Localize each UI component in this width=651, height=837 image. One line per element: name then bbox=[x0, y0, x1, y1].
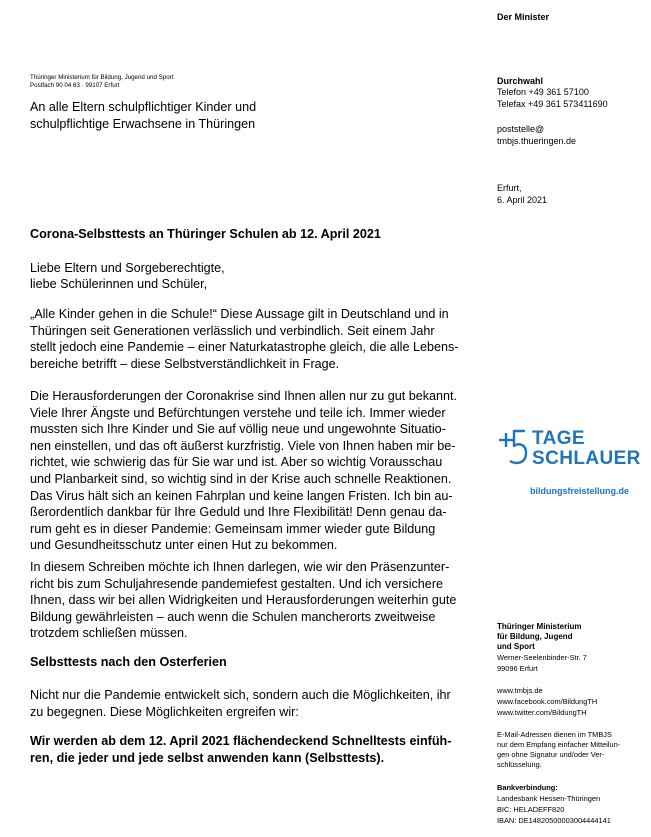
plus-five-text bbox=[497, 426, 498, 427]
facebook-link[interactable]: www.facebook.com/BildungTH bbox=[497, 697, 598, 706]
tage-schlauer-logo bbox=[497, 426, 641, 474]
section-heading: Selbsttests nach den Osterferien bbox=[30, 655, 227, 669]
ministry-zip-city: 99096 Erfurt bbox=[497, 664, 538, 673]
email-line-1: poststelle@ bbox=[497, 124, 545, 134]
ministry-name-1: Thüringer Ministerium bbox=[497, 622, 582, 631]
phone-number: Telefon +49 361 57100 bbox=[497, 87, 589, 97]
letter-date: 6. April 2021 bbox=[497, 195, 548, 205]
bank-bic: BIC: HELADEFF820 bbox=[497, 805, 565, 814]
email-disclaimer: E-Mail-Adressen dienen im TMBJS nur dem Empfang einfacher Mitteilun- gen ohne Signatur und/oder Ver- schlüsselung. bbox=[497, 730, 621, 769]
ministry-street: Werner-Seelenbinder-Str. 7 bbox=[497, 653, 587, 662]
recipient-line-1: An alle Eltern schulpflichtiger Kinder und bbox=[30, 100, 257, 114]
bank-heading: Bankverbindung: bbox=[497, 783, 558, 792]
paragraph-1: „Alle Kinder gehen in die Schule!“ Diese Aussage gilt in Deutschland und in Thüringen seit Generationen verlässlich und verbindlich. Seit einem Jahr stellt jedoch eine Pandemie – einer Naturkatastrophe gleich, die alle Lebens- bereiche betrifft – diese Selbstverständlichkeit in Frage. bbox=[30, 307, 459, 371]
place: Erfurt, bbox=[497, 183, 522, 193]
ministry-name-2: für Bildung, Jugend bbox=[497, 632, 573, 641]
minister-label: Der Minister bbox=[497, 12, 550, 22]
bank-iban: IBAN: DE14820500003004444141 bbox=[497, 816, 611, 825]
ministry-name-3: und Sport bbox=[497, 642, 535, 651]
sender-line-1: Thüringer Ministerium für Bildung, Jugend und Sport bbox=[30, 74, 174, 81]
salutation-line-1: Liebe Eltern und Sorgeberechtigte, bbox=[30, 261, 225, 275]
logo-url: bildungsfreistellung.de bbox=[530, 486, 630, 496]
email-line-2: tmbjs.thueringen.de bbox=[497, 136, 577, 146]
salutation-line-2: liebe Schülerinnen und Schüler, bbox=[30, 277, 208, 291]
website-link[interactable]: www.tmbjs.de bbox=[497, 686, 543, 695]
logo-line-2: SCHLAUER bbox=[532, 448, 641, 469]
paragraph-3: In diesem Schreiben möchte ich Ihnen darlegen, wie wir den Präsenzunter- richt bis zum Schuljahresende pandemiefest gestalten. Und ich versichere Ihnen, dass wir bei allen Widrigkeiten und Herausforderungen weiterhin gute Bildung gewährleisten – auch wenn die Schulen mancherorts zweitweise trotzdem schließen müssen. bbox=[30, 560, 457, 641]
fax-number: Telefax +49 361 573411690 bbox=[497, 99, 608, 109]
plus-five-icon bbox=[497, 428, 529, 470]
paragraph-4: Nicht nur die Pandemie entwickelt sich, sondern auch die Möglichkeiten, ihr zu begegnen. Diese Möglichkeiten ergreifen wir: bbox=[30, 688, 451, 719]
logo-line-1: TAGE bbox=[532, 428, 585, 449]
paragraph-5: Wir werden ab dem 12. April 2021 flächendeckend Schnelltests einfüh- ren, die jeder und jede selbst anwenden kann (Selbsttests). bbox=[30, 734, 452, 765]
contact-heading: Durchwahl bbox=[497, 76, 544, 86]
letter-subject: Corona-Selbsttests an Thüringer Schulen ab 12. April 2021 bbox=[30, 227, 381, 241]
bank-name: Landesbank Hessen-Thüringen bbox=[497, 794, 601, 803]
sender-line-2: Postfach 90 04 63 · 99107 Erfurt bbox=[30, 82, 120, 89]
paragraph-2: Die Herausforderungen der Coronakrise sind Ihnen allen nur zu gut bekannt. Viele Ihrer Ängste und Befürchtungen verstehe und teile ich. Immer wieder mussten sich Ihre Kinder und Sie auf völlig neue und ungewohnte Situatio- nen einstellen, und das oft äußerst kurzfristig. Viele von Ihnen haben mir be- richtet, wie schwierig das für Sie war und ist. Aber so wichtig Vorausschau und Planbarkeit sind, so wichtig sind in der Krise auch schnelle Reaktionen. Das Virus hält sich an keinen Fahrplan und keine langen Fristen. Ich bin au- ßerordentlich dankbar für Ihre Geduld und Ihre Flexibilität! Denn genau da- rum geht es in dieser Pandemie: Gemeinsam immer wieder gute Bildung und Gesundheitsschutz unter einen Hut zu bekommen. bbox=[30, 389, 458, 553]
twitter-link[interactable]: www.twitter.com/BildungTH bbox=[497, 708, 587, 717]
recipient-line-2: schulpflichtige Erwachsene in Thüringen bbox=[30, 117, 256, 131]
